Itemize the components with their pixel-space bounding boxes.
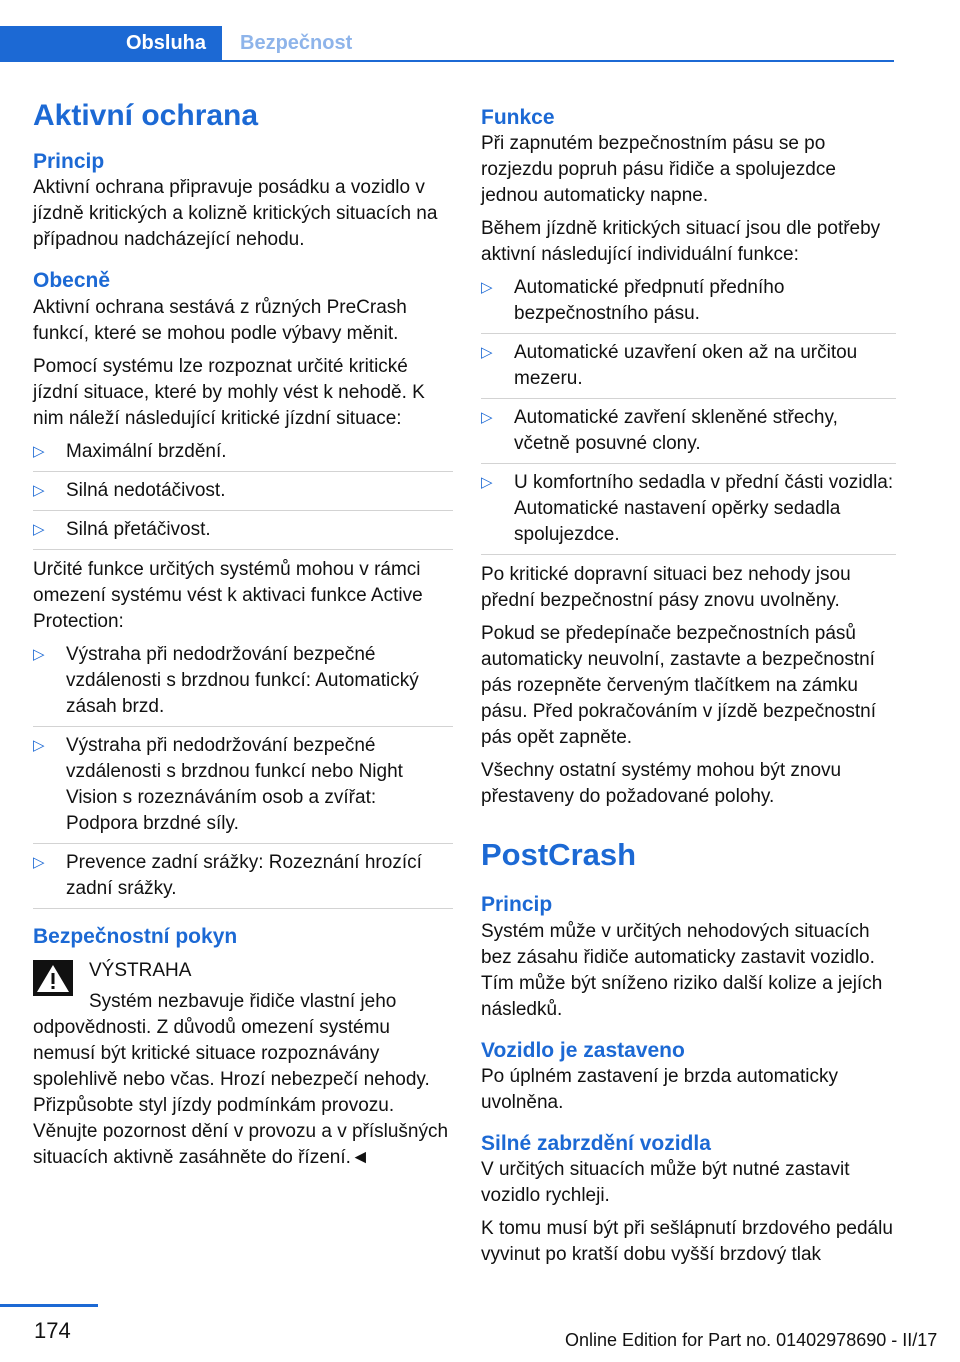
paragraph: Systém může v určitých nehodových situacích bez zásahu řidiče automaticky zastavit vozidlo. Tím může být sníženo riziko další kolize a jejích následků. [481,920,883,1020]
triangle-right-icon: ▷ [33,442,45,460]
triangle-right-icon: ▷ [33,645,45,663]
section-title-postcrash: PostCrash [481,837,637,873]
warning-box [33,958,453,1171]
section-zastaveno [481,1037,896,1116]
triangle-right-icon: ▷ [33,736,45,754]
triangle-right-icon: ▷ [481,344,493,362]
paragraph: Po kritické dopravní situaci bez nehody jsou přední bezpečnostní pásy znovu uvolněny. [481,564,851,612]
paragraph: Všechny ostatní systémy mohou být znovu přestaveny do požadované polohy. [481,760,842,808]
list-item: ▷ Výstraha při nedodržování bezpečné vzdálenosti s brzdnou funkcí nebo Night Vision s rozeznáváním osob a zvířat: Podpora brzdné síly. [33,733,453,844]
heading-funkce: Funkce [481,106,555,129]
page-number: 174 [34,1318,71,1343]
section-funkce [481,104,896,810]
list-item: ▷ Automatické zavření skleněné střechy, včetně posuvné clony. [481,405,896,464]
paragraph: Během jízdně kritických situací jsou dle potřeby aktivní následující individuální funkce: [481,218,881,266]
paragraph: Pomocí systému lze rozpoznat určité kritické jízdní situace, které by mohly vést k nehodě. K nim náleží následující kritické jízdní situace: [33,355,425,429]
triangle-right-icon: ▷ [481,409,493,427]
heading-princip: Princip [33,150,105,173]
triangle-right-icon: ▷ [33,520,45,538]
bullet-list [33,642,453,909]
tab-bezpecnost[interactable]: Bezpečnost [240,31,353,54]
paragraph: Určité funkce určitých systémů mohou v rámci omezení systému vést k aktivaci funkce Active Protection: [33,558,423,632]
heading-zastaveno: Vozidlo je zastaveno [481,1038,685,1062]
bullet-list [33,439,453,550]
list-item: ▷ Silná přetáčivost. [33,517,453,550]
list-item: ▷ Výstraha při nedodržování bezpečné vzdálenosti s brzdnou funkcí: Automatický zásah brzd. [33,642,453,727]
page-title: Aktivní ochrana [33,99,259,132]
section-obecne [33,267,453,908]
tab-obsluha[interactable]: Obsluha [0,26,222,60]
left-column [33,98,453,1185]
paragraph: Po úplném zastavení je brzda automaticky uvolněna. [481,1066,838,1114]
section-silne-zabrzdeni [481,1130,896,1268]
paragraph: Aktivní ochrana sestává z různých PreCrash funkcí, které se mohou podle výbavy měnit. [33,296,407,344]
list-item: ▷ Prevence zadní srážky: Rozeznání hrozící zadní srážky. [33,850,453,909]
section-pokyn [33,923,453,1171]
triangle-right-icon: ▷ [33,481,45,499]
edition-note: Online Edition for Part no. 01402978690 - II/17 [565,1330,938,1350]
heading-princip: Princip [481,893,553,917]
section-postcrash-princip [481,891,896,1022]
paragraph: Při zapnutém bezpečnostním pásu se po rozjezdu popruh pásu řidiče a spolujezdce jednou automaticky napne. [481,133,836,207]
paragraph: K tomu musí být při sešlápnutí brzdového pedálu vyvinut po kratší dobu vyšší brzdový tlak [481,1218,893,1266]
list-item: ▷ Automatické uzavření oken až na určitou mezeru. [481,340,896,399]
bullet-list [481,275,896,555]
warning-title: VÝSTRAHA [89,959,192,981]
list-item: ▷ U komfortního sedadla v přední části vozidla: Automatické nastavení opěrky sedadla spolujezdce. [481,470,896,555]
right-column [481,104,896,1282]
triangle-right-icon: ▷ [481,474,493,492]
tab-bar [0,26,894,62]
footer-rule [0,1304,98,1307]
list-item: ▷ Automatické předpnutí předního bezpečnostního pásu. [481,275,896,334]
paragraph: Aktivní ochrana připravuje posádku a vozidlo v jízdně kritických a kolizně kritických situacích na případnou nadcházející nehodu. [33,177,438,251]
triangle-right-icon: ▷ [33,853,45,871]
heading-pokyn: Bezpečnostní pokyn [33,924,238,948]
paragraph: Pokud se předepínače bezpečnostních pásů automaticky neuvolní, zastavte a bezpečnostní pás rozepněte červeným tlačítkem na zámku pásu. Před pokračováním v jízdě bezpečnostní pás opět zapněte. [481,623,877,749]
triangle-right-icon: ▷ [481,279,493,297]
warning-text: Systém nezbavuje řidiče vlastní jeho odpovědnosti. Z důvodů omezení systému nemusí být kritické situace rozpoznávány spolehlivě nebo včas. Hrozí nebezpečí nehody. Přizpůsobte styl jízdy podmínkám provozu. Věnujte pozornost dění v provozu a v příslušných situacích aktivně zasáhněte do řízení.◄ [33,990,449,1168]
list-item: ▷ Maximální brzdění. [33,439,453,472]
heading-silne-zabrzdeni: Silné zabrzdění vozidla [481,1132,711,1156]
list-item: ▷ Silná nedotáčivost. [33,478,453,511]
paragraph: V určitých situacích může být nutné zastavit vozidlo rychleji. [481,1159,850,1207]
heading-obecne: Obecně [33,269,111,293]
warning-triangle-icon [33,960,73,996]
section-princip [33,148,453,253]
